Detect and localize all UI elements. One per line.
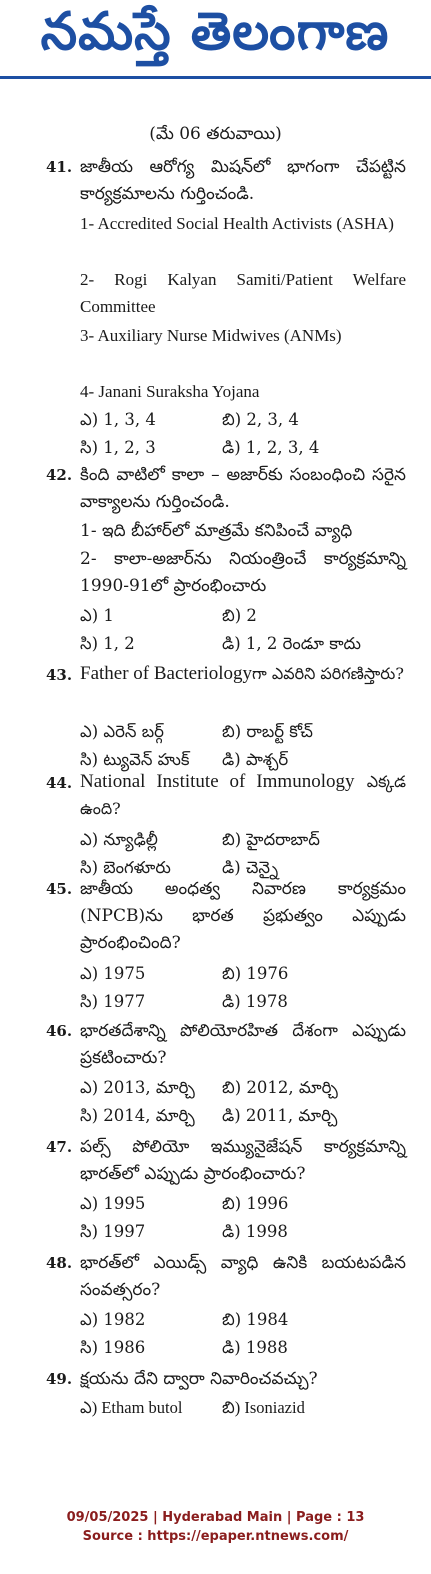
option-d: డి) 1988 — [222, 1338, 288, 1357]
option-d: డి) పాశ్చర్ — [222, 750, 289, 769]
statement: 4- Janani Suraksha Yojana — [80, 382, 260, 401]
option-c: సి) 1977 — [80, 992, 146, 1011]
option-a: ఎ) 1, 3, 4 — [80, 410, 156, 429]
question-number: 42. — [46, 466, 73, 484]
question-number: 46. — [46, 1022, 73, 1040]
option-b: బి) 1996 — [222, 1194, 289, 1213]
option-c: సి) 1, 2, 3 — [80, 438, 156, 457]
statement: 1- ఇది బీహార్‌లో మాత్రమే కనిపించే వ్యాధి — [80, 521, 353, 541]
question-text-telugu: ఎక్కడ ఉంది? — [80, 772, 407, 818]
option-d: డి) 1998 — [222, 1222, 288, 1241]
source-link[interactable]: Source : https://epaper.ntnews.com/ — [82, 1529, 349, 1544]
option-b: బి) 2012, మార్చి — [222, 1078, 338, 1097]
question-text: జాతీయ ఆరోగ్య మిషన్‌లో భాగంగా చేపట్టిన కార్యక్రమాలను గుర్తించండి. — [80, 157, 406, 204]
option-c: సి) 1986 — [80, 1338, 146, 1357]
statement: 1- Accredited Social Health Activists (ASHA) — [80, 214, 394, 233]
page-footer — [0, 1508, 431, 1546]
statement: 3- Auxiliary Nurse Midwives (ANMs) — [80, 326, 342, 345]
option-a: ఎ) 1995 — [80, 1194, 146, 1213]
question-number: 44. — [46, 774, 73, 792]
option-b: బి) 1976 — [222, 964, 289, 983]
question-number: 45. — [46, 880, 73, 898]
option-d: డి) 1, 2, 3, 4 — [222, 438, 320, 457]
option-c: సి) 2014, మార్చి — [80, 1106, 195, 1125]
option-b: బి) హైదరాబాద్ — [222, 830, 320, 849]
continued-note: (మే 06 తరువాయి) — [149, 124, 282, 144]
question-number: 48. — [46, 1254, 73, 1272]
option-d: డి) 1, 2 రెండూ కాదు — [222, 634, 361, 653]
option-c: సి) ట్యువెన్ హుక్ — [80, 750, 190, 769]
question-text: కింది వాటిలో కాలా – అజార్‌కు సంబంధించి సరైన వాక్యాలను గుర్తించండి. — [80, 465, 406, 512]
statement: 2- Rogi Kalyan Samiti/Patient Welfare Committee — [80, 270, 406, 316]
question-text: జాతీయ అంధత్వ నివారణ కార్యక్రమం (NPCB)ను భారత ప్రభుత్వం ఎప్పుడు ప్రారంభించింది? — [80, 879, 406, 953]
option-d: డి) 1978 — [222, 992, 288, 1011]
newspaper-logo: నమస్తే తెలంగాణ — [40, 2, 390, 62]
question-text-english: National Institute of Immunology — [80, 771, 355, 792]
question-number: 41. — [46, 158, 73, 176]
option-b: బి) 2 — [222, 606, 257, 625]
option-c: సి) 1997 — [80, 1222, 146, 1241]
question-text-english: Father of Bacteriology — [80, 663, 253, 684]
question-number: 47. — [46, 1138, 73, 1156]
option-c: సి) 1, 2 — [80, 634, 135, 653]
statement: 2- కాలా-అజార్‌ను నియంత్రించే కార్యక్రమాన్ని 1990-91లో ప్రారంభించారు — [80, 549, 406, 596]
option-a: ఎ) 1975 — [80, 964, 146, 983]
question-text: భారతదేశాన్ని పోలియోరహిత దేశంగా ఎప్పుడు ప్రకటించారు? — [80, 1021, 406, 1068]
question-text: క్షయను దేని ద్వారా నివారించవచ్చు? — [80, 1369, 318, 1389]
option-a: ఎ) న్యూఢిల్లీ — [80, 830, 158, 849]
question-text: పల్స్ పోలియో ఇమ్యునైజేషన్ కార్యక్రమాన్ని భారత్‌లో ఎప్పుడు ప్రారంభించారు? — [80, 1137, 406, 1184]
option-d: డి) 2011, మార్చి — [222, 1106, 338, 1125]
question-text-telugu: గా ఎవరిని పరిగణిస్తారు? — [252, 664, 404, 683]
question-number: 49. — [46, 1370, 73, 1388]
masthead — [0, 2, 431, 79]
option-b: బి) రాబర్ట్ కోచ్ — [222, 722, 313, 741]
edition-info: 09/05/2025 | Hyderabad Main | Page : 13 — [66, 1510, 365, 1525]
option-a: ఎ) ఎరెన్ బర్గ్ — [80, 722, 164, 741]
option-a: ఎ) 1 — [80, 606, 114, 625]
option-b: బి) 2, 3, 4 — [222, 410, 299, 429]
option-b: బి) Isoniazid — [222, 1398, 305, 1417]
option-a: ఎ) Etham butol — [80, 1398, 183, 1417]
question-text — [80, 660, 406, 687]
question-number: 43. — [46, 666, 73, 684]
option-a: ఎ) 1982 — [80, 1310, 146, 1329]
option-d: డి) చెన్నై — [222, 858, 279, 877]
question-text — [80, 768, 406, 822]
option-a: ఎ) 2013, మార్చి — [80, 1078, 195, 1097]
option-b: బి) 1984 — [222, 1310, 289, 1329]
option-c: సి) బెంగళూరు — [80, 858, 171, 877]
question-text: భారత్‌లో ఎయిడ్స్ వ్యాధి ఉనికి బయటపడిన సంవత్సరం? — [80, 1253, 406, 1300]
